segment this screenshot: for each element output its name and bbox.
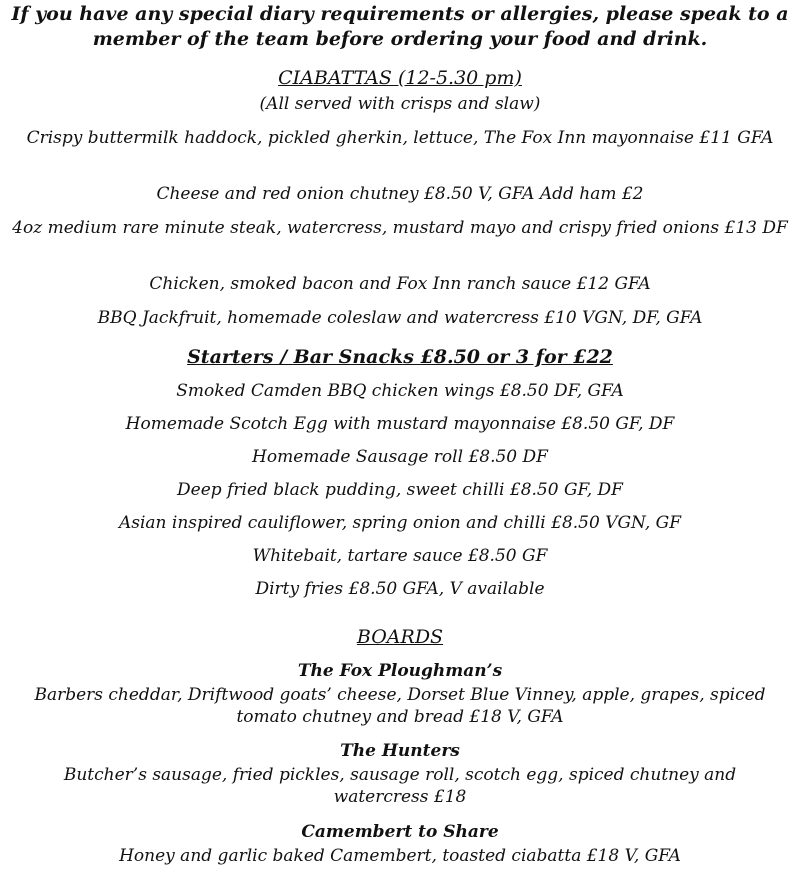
ciabattas-subheading: (All served with crisps and slaw) (259, 94, 541, 114)
board-description: Barbers cheddar, Driftwood goats’ cheese, Dorset Blue Vinney, apple, grapes, spiced tomato chutney and bread £18 V, GFA (34, 685, 766, 727)
ciabatta-item: Crispy buttermilk haddock, pickled gherkin, lettuce, The Fox Inn mayonnaise £11 GFA (26, 128, 774, 148)
ciabatta-item: Cheese and red onion chutney £8.50 V, GFA Add ham £2 (156, 184, 644, 204)
allergy-notice: If you have any special diary requirements or allergies, please speak to a member of the team before ordering your food and drink. (11, 3, 789, 50)
starter-item: Whitebait, tartare sauce £8.50 GF (252, 546, 548, 566)
starter-item: Homemade Sausage roll £8.50 DF (252, 447, 548, 467)
starter-item: Homemade Scotch Egg with mustard mayonnaise £8.50 GF, DF (125, 414, 675, 434)
board-title: The Hunters (340, 741, 460, 761)
starter-item: Dirty fries £8.50 GFA, V available (255, 579, 545, 599)
starter-item: Asian inspired cauliflower, spring onion and chilli £8.50 VGN, GF (118, 513, 682, 533)
starter-item: Deep fried black pudding, sweet chilli £8.50 GF, DF (177, 480, 623, 500)
ciabattas-heading: CIABATTAS (12-5.30 pm) (278, 67, 522, 89)
ciabatta-item: Chicken, smoked bacon and Fox Inn ranch sauce £12 GFA (149, 274, 651, 294)
starter-item: Smoked Camden BBQ chicken wings £8.50 DF, GFA (176, 381, 624, 401)
board-title: Camembert to Share (301, 822, 499, 842)
ciabatta-item: 4oz medium rare minute steak, watercress, mustard mayo and crispy fried onions £13 DF (12, 218, 788, 238)
board-description: Butcher’s sausage, fried pickles, sausage roll, scotch egg, spiced chutney and watercress £18 (63, 765, 737, 807)
starters-heading: Starters / Bar Snacks £8.50 or 3 for £22 (187, 346, 613, 368)
boards-heading: BOARDS (356, 626, 444, 648)
board-description: Honey and garlic baked Camembert, toasted ciabatta £18 V, GFA (119, 846, 681, 866)
ciabatta-item: BBQ Jackfruit, homemade coleslaw and watercress £10 VGN, DF, GFA (97, 308, 703, 328)
board-title: The Fox Ploughman’s (297, 661, 503, 681)
